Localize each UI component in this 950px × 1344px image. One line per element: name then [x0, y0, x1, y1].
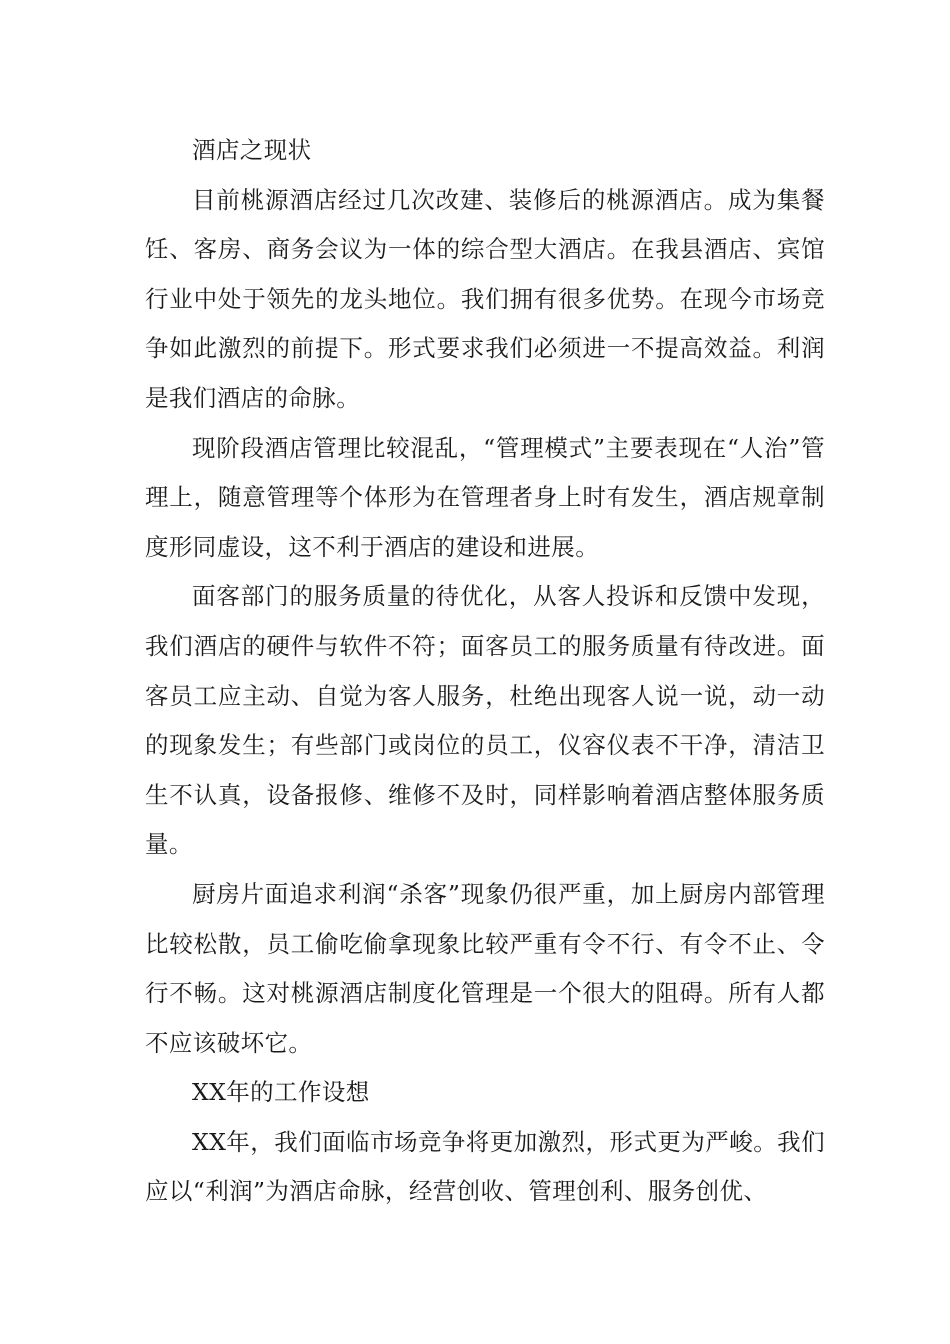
paragraph-hotel-overview: 目前桃源酒店经过几次改建、装修后的桃源酒店。成为集餐饪、客房、商务会议为一体的综合型大酒店。在我县酒店、宾馆行业中处于领先的龙头地位。我们拥有很多优势。在现今市场竞争如此激烈的前提下。形式要求我们必须进一不提高效益。利润是我们酒店的命脉。	[145, 185, 825, 412]
paragraph-management-issues: 现阶段酒店管理比较混乱，“管理模式”主要表现在“人治”管理上，随意管理等个体形为在管理者身上时有发生，酒店规章制度形同虚设，这不利于酒店的建设和进展。	[145, 433, 825, 561]
paragraph-kitchen-issues: 厨房片面追求利润“杀客”现象仍很严重，加上厨房内部管理比较松散，员工偷吃偷拿现象比较严重有令不行、有令不止、令行不畅。这对桃源酒店制度化管理是一个很大的阻碍。所有人都不应该破坏它。	[145, 879, 825, 1057]
section-heading-status: 酒店之现状	[192, 136, 312, 164]
document-body	[145, 126, 825, 1217]
section-heading-work-plan: XX年的工作设想	[192, 1078, 370, 1107]
paragraph-work-plan: XX年，我们面临市场竞争将更加激烈，形式更为严峻。我们应以“利润”为酒店命脉，经营创收、管理创利、服务创优、	[145, 1127, 825, 1206]
paragraph-service-quality: 面客部门的服务质量的待优化，从客人投诉和反馈中发现，我们酒店的硬件与软件不符；面客员工的服务质量有待改进。面客员工应主动、自觉为客人服务，杜绝出现客人说一说，动一动的现象发生；有些部门或岗位的员工，仪容仪表不干净，清洁卫生不认真，设备报修、维修不及时，同样影响着酒店整体服务质量。	[145, 582, 825, 859]
